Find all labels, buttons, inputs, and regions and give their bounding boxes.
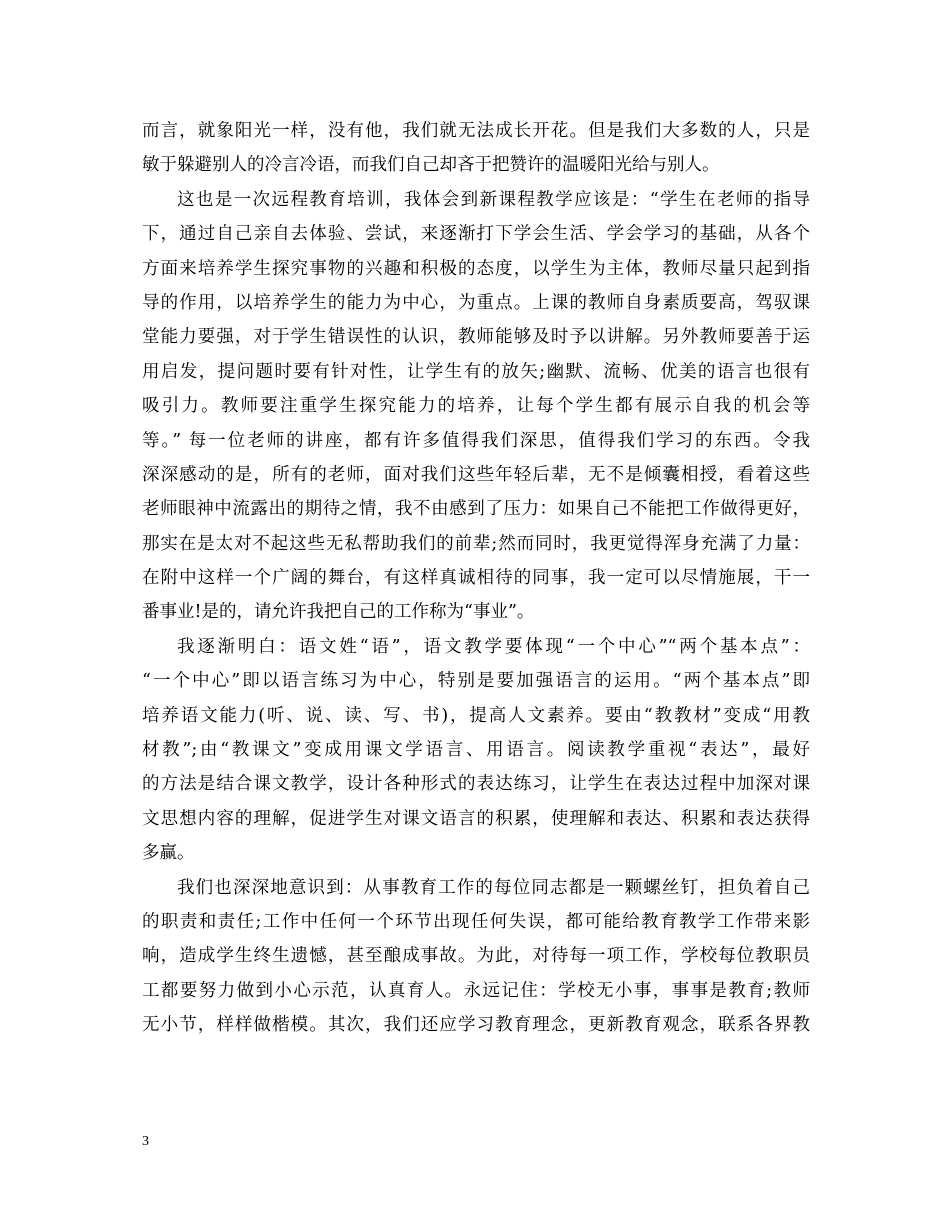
text-line: 我们也深深地意识到：从事教育工作的每位同志都是一颗螺丝钉，担负着自己 <box>177 877 810 898</box>
text-line: 的方法是结合课文教学，设计各种形式的表达练习，让学生在表达过程中加深对课 <box>142 774 810 795</box>
text-line: 深深感动的是，所有的老师，面对我们这些年轻后辈，无不是倾囊相授，看着这些 <box>142 464 810 485</box>
text-line: 无小节，样样做楷模。其次，我们还应学习教育理念，更新教育观念，联系各界教 <box>142 1015 810 1036</box>
text-line: 堂能力要强，对于学生错误性的认识，教师能够及时予以讲解。另外教师要善于运 <box>142 327 810 348</box>
text-line: 用启发，提问题时要有针对性，让学生有的放矢;幽默、流畅、优美的语言也很有 <box>142 361 810 382</box>
text-line: 文思想内容的理解，促进学生对课文语言的积累，使理解和表达、积累和表达获得 <box>142 808 810 829</box>
text-line: 多赢。 <box>142 843 195 864</box>
text-line: 培养语文能力(听、说、读、写、书)，提高人文素养。要由“教教材”变成“用教 <box>142 705 810 726</box>
page-number: 3 <box>142 1134 149 1149</box>
text-line: 我逐渐明白：语文姓“语”，语文教学要体现“一个中心”“两个基本点”： <box>177 636 810 657</box>
text-line: 下，通过自己亲自去体验、尝试，来逐渐打下学会生活、学会学习的基础，从各个 <box>142 224 810 245</box>
text-line: 番事业!是的，请允许我把自己的工作称为“事业”。 <box>142 602 535 623</box>
text-line: 那实在是太对不起这些无私帮助我们的前辈;然而同时，我更觉得浑身充满了力量： <box>142 533 810 554</box>
text-line: 方面来培养学生探究事物的兴趣和积极的态度，以学生为主体，教师尽量只起到指 <box>142 258 810 279</box>
text-line: 吸引力。教师要注重学生探究能力的培养，让每个学生都有展示自我的机会等 <box>142 396 810 417</box>
text-line: 而言，就象阳光一样，没有他，我们就无法成长开花。但是我们大多数的人，只是 <box>142 121 810 141</box>
text-line: 在附中这样一个广阔的舞台，有这样真诚相待的同事，我一定可以尽情施展，干一 <box>142 568 810 589</box>
text-line: 响，造成学生终生遗憾，甚至酿成事故。为此，对待每一项工作，学校每位教职员 <box>142 946 810 967</box>
text-line: “一个中心”即以语言练习为中心，特别是要加强语言的运用。“两个基本点”即 <box>142 671 810 692</box>
text-line: 等。” 每一位老师的讲座，都有许多值得我们深思，值得我们学习的东西。令我 <box>142 430 810 451</box>
text-line: 这也是一次远程教育培训，我体会到新课程教学应该是：“学生在老师的指导 <box>177 189 810 210</box>
text-line: 导的作用，以培养学生的能力为中心，为重点。上课的教师自身素质要高，驾驭课 <box>142 292 810 313</box>
text-line: 材教”;由“教课文”变成用课文学语言、用语言。阅读教学重视“表达”，最好 <box>142 740 810 761</box>
document-body <box>142 114 810 1043</box>
text-line: 的职责和责任;工作中任何一个环节出现任何失误，都可能给教育教学工作带来影 <box>142 911 810 932</box>
text-line: 敏于躲避别人的冷言冷语，而我们自己却吝于把赞许的温暖阳光给与别人。 <box>142 155 720 176</box>
text-line: 工都要努力做到小心示范，认真育人。永远记住：学校无小事，事事是教育;教师 <box>142 980 810 1001</box>
text-line: 老师眼神中流露出的期待之情，我不由感到了压力：如果自己不能把工作做得更好， <box>142 499 810 520</box>
